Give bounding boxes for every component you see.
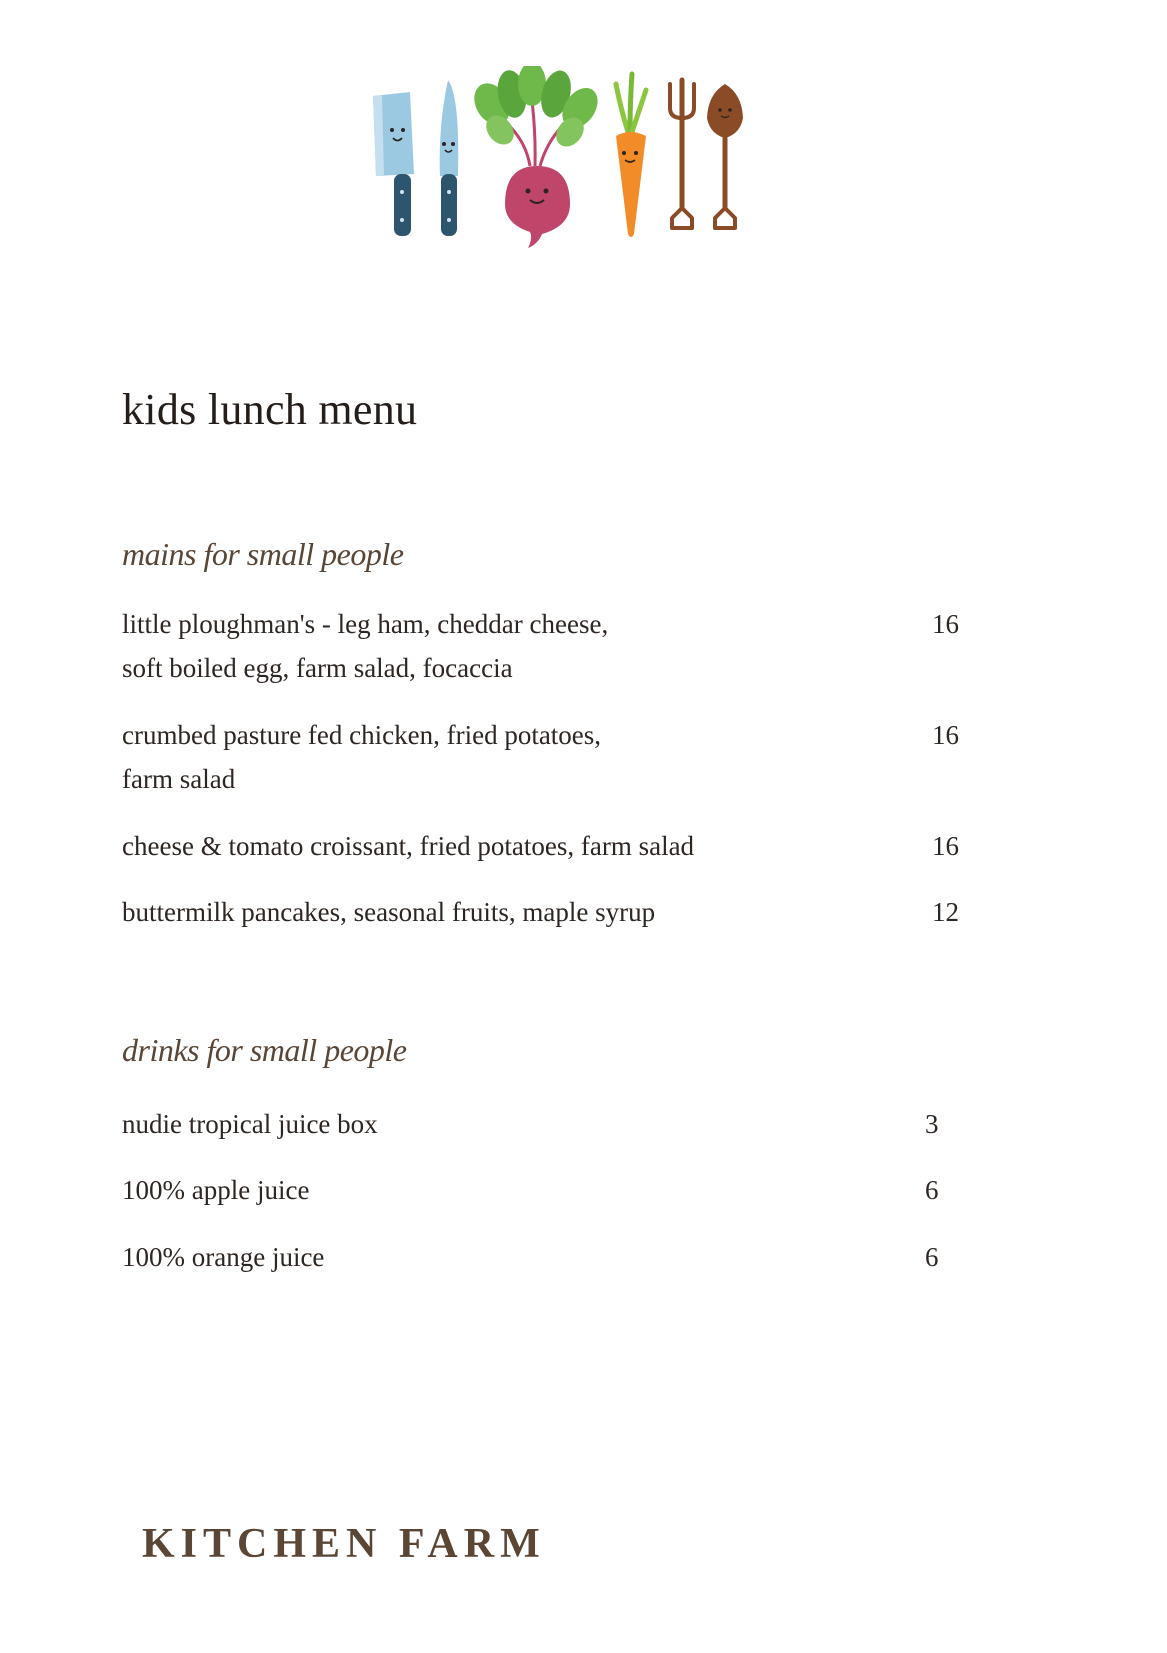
drink-item-price: 3 — [925, 1109, 939, 1139]
menu-item-description-line2: soft boiled egg, farm salad, focaccia — [122, 653, 513, 683]
knife-icon — [440, 80, 459, 236]
menu-item — [122, 824, 962, 868]
drink-item-name: 100% orange juice — [122, 1242, 325, 1272]
menu-item — [122, 890, 962, 934]
menu-item-description-line1: little ploughman's - leg ham, cheddar cheese, — [122, 609, 609, 639]
menu-item — [122, 602, 962, 690]
header-illustration — [370, 66, 790, 266]
menu-item-description-line2: farm salad — [122, 764, 236, 794]
menu-item-description-line1: cheese & tomato croissant, fried potatoes, farm salad — [122, 831, 695, 861]
menu-item-price: 12 — [932, 897, 959, 927]
page-title: kids lunch menu — [122, 385, 418, 434]
drink-item — [122, 1168, 962, 1212]
beetroot-icon — [467, 66, 605, 248]
spade-icon — [707, 84, 743, 228]
menu-item — [122, 713, 962, 801]
drink-item-name: 100% apple juice — [122, 1175, 310, 1205]
mains-heading: mains for small people — [122, 536, 404, 572]
drink-item-name: nudie tropical juice box — [122, 1109, 378, 1139]
menu-item-price: 16 — [932, 831, 959, 861]
menu-item-description-line1: crumbed pasture fed chicken, fried potatoes, — [122, 720, 602, 750]
drink-item-price: 6 — [925, 1242, 939, 1272]
menu-item-price: 16 — [932, 720, 959, 750]
drink-item — [122, 1235, 962, 1279]
drink-item — [122, 1102, 962, 1146]
menu-item-description-line1: buttermilk pancakes, seasonal fruits, maple syrup — [122, 897, 656, 927]
drink-item-price: 6 — [925, 1175, 939, 1205]
cleaver-icon — [373, 92, 414, 236]
carrot-icon — [616, 74, 646, 237]
drinks-heading: drinks for small people — [122, 1032, 407, 1068]
brand-logo: KITCHEN FARM — [142, 1521, 546, 1567]
menu-item-price: 16 — [932, 609, 959, 639]
pitchfork-icon — [670, 80, 694, 228]
